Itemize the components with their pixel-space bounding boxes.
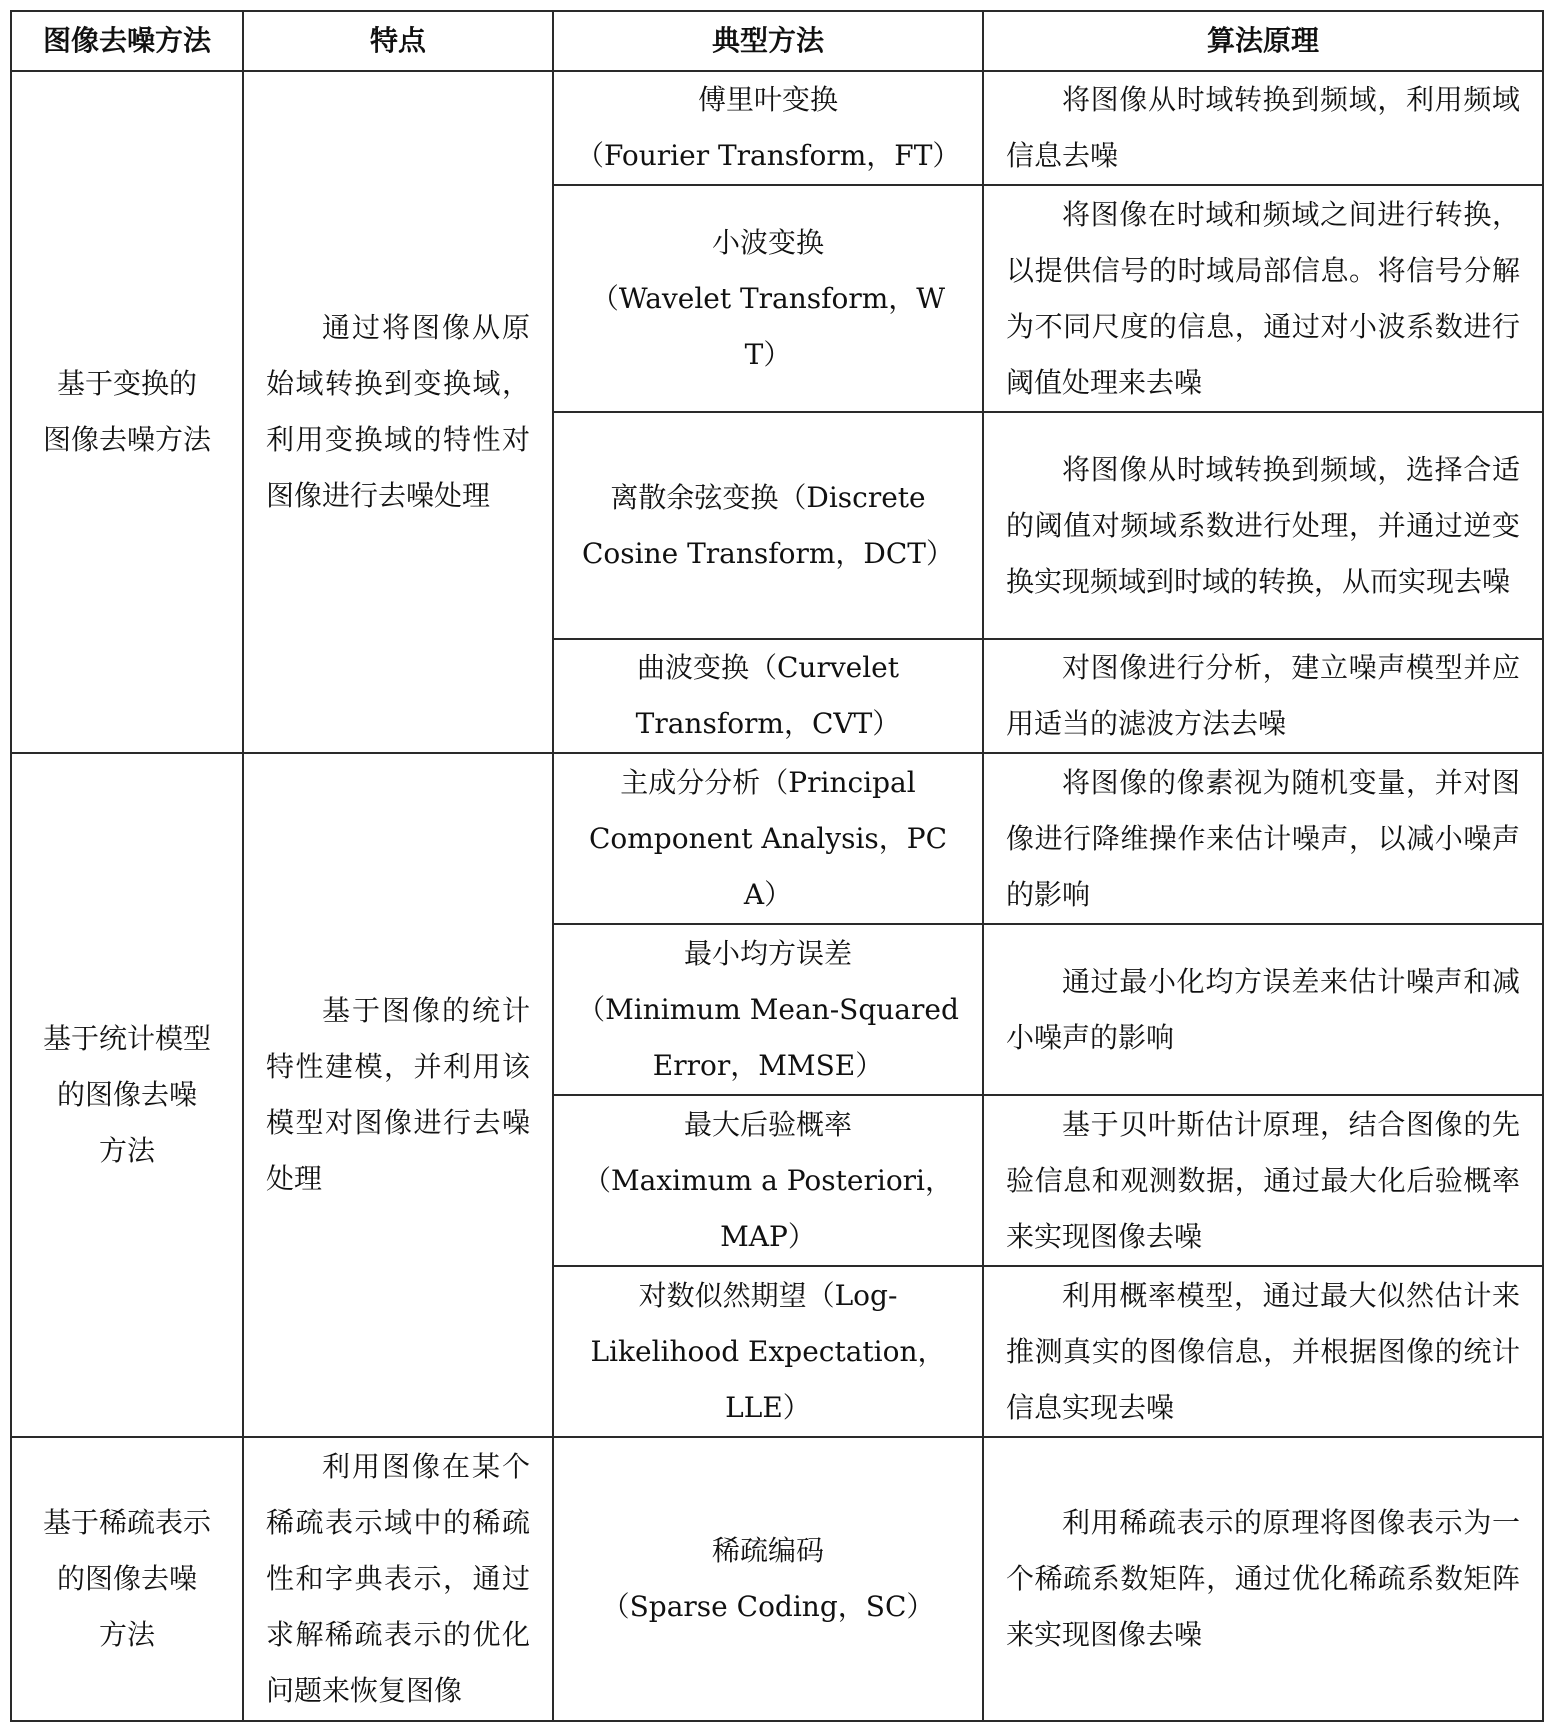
principle-cell: 通过最小化均方误差来估计噪声和减小噪声的影响: [983, 924, 1543, 1095]
principle-cell: 将图像从时域转换到频域，利用频域信息去噪: [983, 71, 1543, 185]
method-line: 曲波变换（Curvelet: [636, 651, 899, 684]
method-cell: [553, 185, 983, 412]
category-line: 的图像去噪: [56, 1078, 197, 1111]
category-cell: [11, 753, 243, 1437]
method-cell: [553, 1437, 983, 1721]
principle-cell: 将图像在时域和频域之间进行转换，以提供信号的时域局部信息。将信号分解为不同尺度的信息，通过对小波系数进行阈值处理来去噪: [983, 185, 1543, 412]
method-line: 最小均方误差: [683, 936, 852, 970]
method-line: LLE）: [725, 1390, 811, 1424]
header-cell-principle: 算法原理: [983, 11, 1543, 71]
method-line: 傅里叶变换: [697, 83, 838, 116]
method-line: MAP）: [720, 1219, 816, 1253]
method-line: Transform，CVT）: [635, 707, 901, 740]
category-cell: [11, 1437, 243, 1721]
feature-cell: 基于图像的统计特性建模，并利用该模型对图像进行去噪处理: [243, 753, 553, 1437]
category-line: 方法: [98, 1134, 155, 1167]
method-cell: [553, 71, 983, 185]
principle-cell: 基于贝叶斯估计原理，结合图像的先验信息和观测数据，通过最大化后验概率来实现图像去噪: [983, 1095, 1543, 1266]
method-line: 主成分分析（Principal: [620, 765, 916, 799]
method-line: 离散余弦变换（Discrete: [610, 480, 926, 514]
method-line: Cosine Transform，DCT）: [582, 536, 954, 570]
denoising-methods-table: [10, 10, 1544, 1722]
method-cell: [553, 1266, 983, 1437]
principle-cell: 将图像的像素视为随机变量，并对图像进行降维操作来估计噪声，以减小噪声的影响: [983, 753, 1543, 924]
method-cell: [553, 412, 983, 639]
method-line: 小波变换: [711, 225, 824, 259]
category-line: 基于变换的: [56, 367, 197, 400]
header-cell-method: 图像去噪方法: [11, 11, 243, 71]
method-line: Component Analysis，PCA）: [588, 821, 948, 911]
document-page: [10, 10, 1542, 1719]
method-line: 最大后验概率: [683, 1107, 852, 1141]
principle-cell: 利用概率模型，通过最大似然估计来推测真实的图像信息，并根据图像的统计信息实现去噪: [983, 1266, 1543, 1437]
feature-cell: 利用图像在某个稀疏表示域中的稀疏性和字典表示，通过求解稀疏表示的优化问题来恢复图像: [243, 1437, 553, 1721]
method-line: Likelihood Expectation，: [590, 1334, 946, 1368]
method-cell: [553, 753, 983, 924]
method-cell: [553, 1095, 983, 1266]
method-line: 对数似然期望（Log-: [638, 1278, 898, 1312]
header-cell-typical-method: 典型方法: [553, 11, 983, 71]
method-line: Error，MMSE）: [652, 1048, 884, 1082]
method-line: （Wavelet Transform，WT）: [590, 281, 946, 371]
principle-cell: 将图像从时域转换到频域，选择合适的阈值对频域系数进行处理，并通过逆变换实现频域到时域的转换，从而实现去噪: [983, 412, 1543, 639]
method-cell: [553, 924, 983, 1095]
header-row: [11, 11, 1543, 71]
table-row: [11, 1437, 1543, 1721]
category-cell: [11, 71, 243, 753]
feature-cell: 通过将图像从原始域转换到变换域，利用变换域的特性对图像进行去噪处理: [243, 71, 553, 753]
table-body: [11, 71, 1543, 1721]
method-line: （Minimum Mean-Squared: [577, 992, 959, 1026]
category-line: 方法: [98, 1618, 155, 1651]
category-line: 基于稀疏表示: [42, 1506, 211, 1539]
method-line: （Sparse Coding，SC）: [601, 1590, 935, 1623]
method-line: （Fourier Transform，FT）: [576, 139, 961, 172]
method-line: （Maximum a Posteriori，: [582, 1163, 954, 1197]
method-line: 稀疏编码: [711, 1534, 824, 1567]
header-cell-feature: 特点: [243, 11, 553, 71]
table-row: [11, 71, 1543, 185]
category-line: 基于统计模型: [42, 1022, 211, 1055]
table-row: [11, 753, 1543, 924]
category-line: 图像去噪方法: [42, 423, 211, 456]
category-line: 的图像去噪: [56, 1562, 197, 1595]
method-cell: [553, 639, 983, 753]
table-header: [11, 11, 1543, 71]
principle-cell: 利用稀疏表示的原理将图像表示为一个稀疏系数矩阵，通过优化稀疏系数矩阵来实现图像去噪: [983, 1437, 1543, 1721]
principle-cell: 对图像进行分析，建立噪声模型并应用适当的滤波方法去噪: [983, 639, 1543, 753]
